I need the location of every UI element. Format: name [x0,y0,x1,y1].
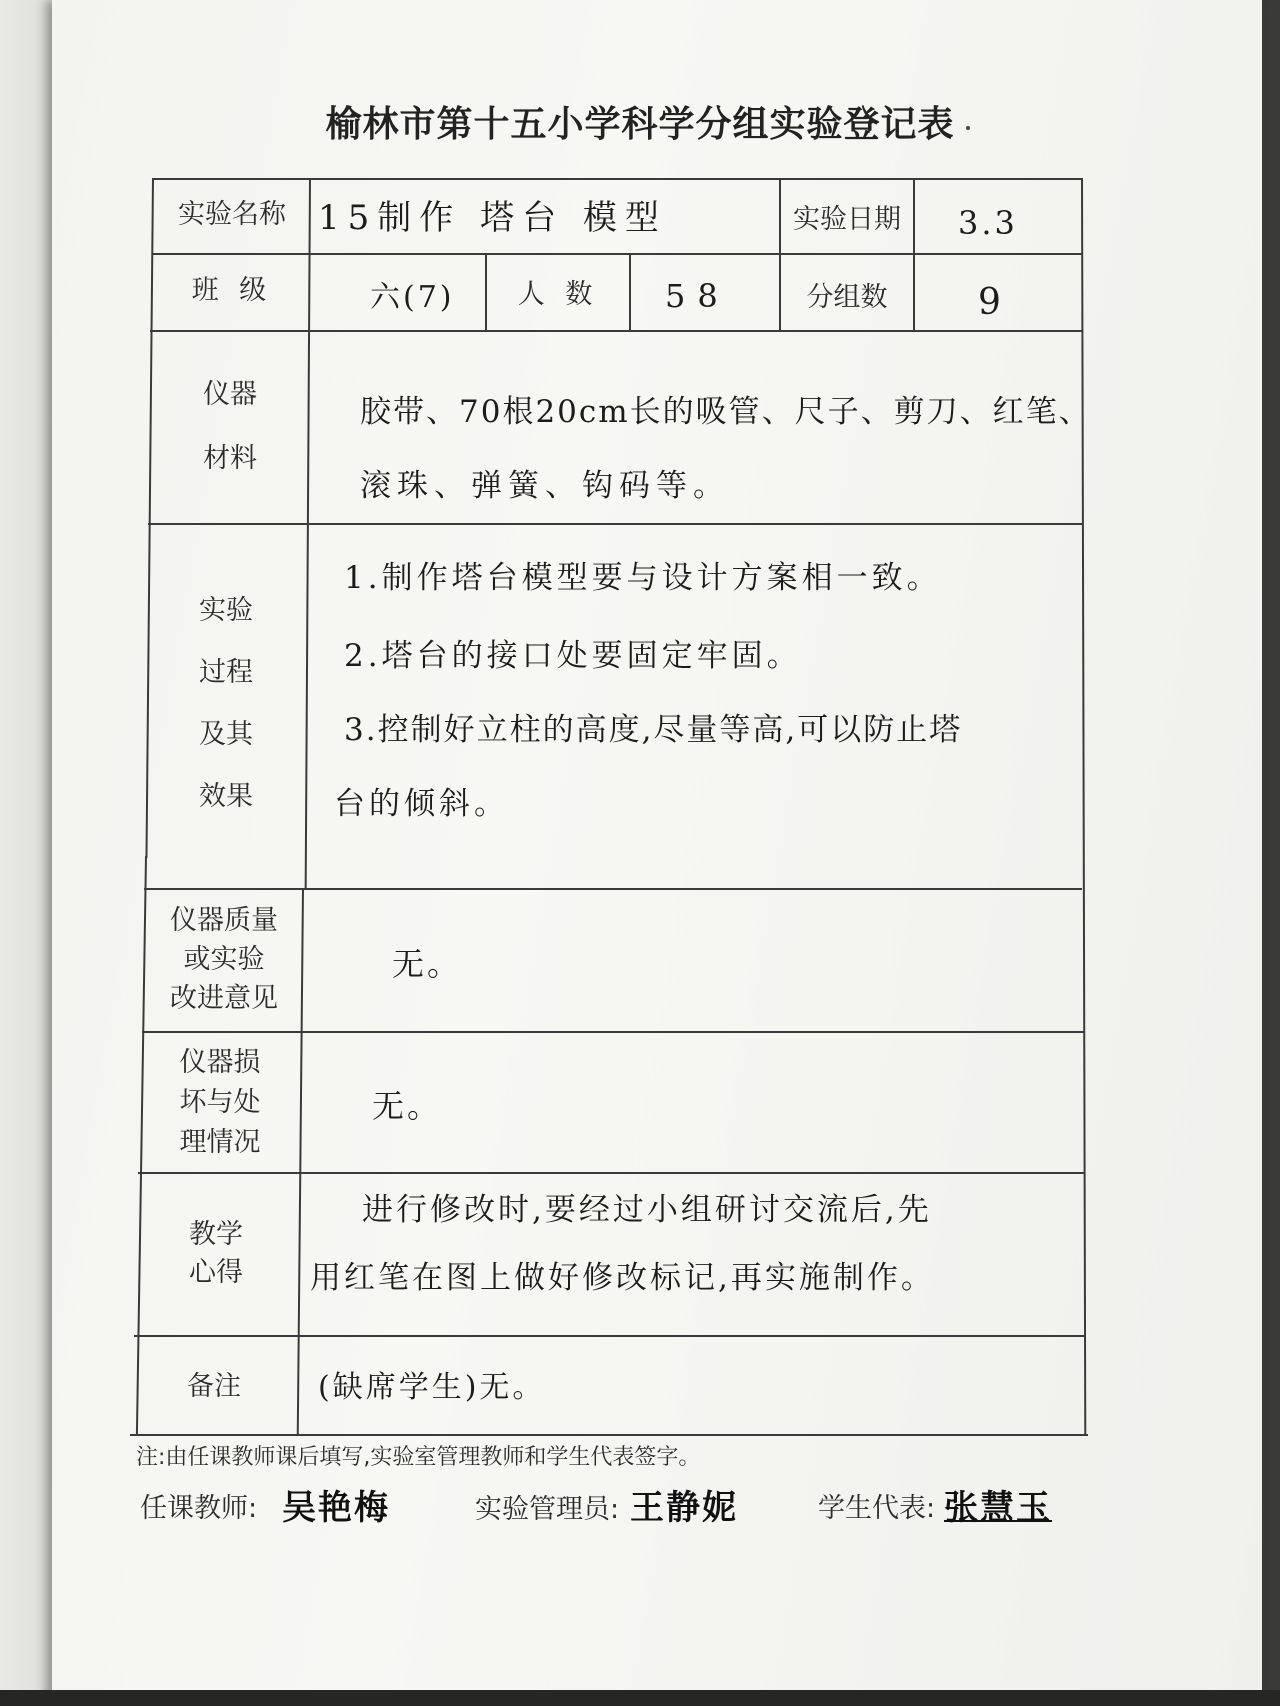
row-line [148,523,1082,525]
damage-label-line-2: 坏与处 [179,1087,261,1118]
bottom-shadow [0,1690,1280,1706]
remarks-label: 备注 [187,1371,241,1402]
equipment-label-line-1: 仪器 [203,379,257,410]
form-title: 榆林市第十五小学科学分组实验登记表 [325,104,955,145]
process-value-line-2[interactable]: 2.塔台的接口处要固定牢固。 [344,638,802,674]
row-line [138,1172,1084,1174]
student-signature[interactable]: 张慧玉 [944,1488,1052,1528]
admin-signature[interactable]: 王静妮 [630,1488,738,1528]
experiment-date-label: 实验日期 [793,204,901,235]
process-label-line-1: 实验 [199,595,253,626]
people-label-left [485,253,487,330]
teaching-value-line-1[interactable]: 进行修改时,要经过小组研讨交流后,先 [362,1192,932,1228]
equipment-value-line-1[interactable]: 胶带、70根20cm长的吸管、尺子、剪刀、红笔、 [360,394,1092,430]
quality-label-line-3: 改进意见 [170,983,278,1014]
adjacent-page-edge [0,0,60,1706]
teaching-label-line-1: 教学 [189,1219,243,1250]
process-value-line-1[interactable]: 1.制作塔台模型要与设计方案相一致。 [344,560,942,596]
date-value-left [913,178,915,330]
quality-label-line-2: 或实验 [183,944,265,975]
student-signature-label: 学生代表: [818,1493,936,1524]
equipment-label-line-2: 材料 [203,443,257,474]
remarks-value[interactable]: (缺席学生)无。 [318,1370,546,1405]
damage-label-line-1: 仪器损 [179,1047,261,1078]
damage-value[interactable]: 无。 [372,1087,443,1125]
people-count-label: 人 数 [517,279,599,310]
people-count-value[interactable]: 58 [665,277,730,315]
equipment-value-line-2[interactable]: 滚珠、弹簧、钩码等。 [360,468,730,504]
process-value-line-3[interactable]: 3.控制好立柱的高度,尽量等高,可以防止塔 [344,712,963,748]
experiment-name-value[interactable]: 15制作 塔台 模型 [318,198,667,238]
row-line [142,1031,1084,1033]
footnote: 注:由任课教师课后填写,实验室管理教师和学生代表签字。 [136,1445,701,1470]
row-line [150,330,1082,332]
row-line [144,888,1082,890]
process-value-line-4[interactable]: 台的倾斜。 [334,786,509,822]
experiment-name-label: 实验名称 [178,199,286,230]
process-label-line-4: 效果 [199,781,253,812]
admin-signature-label: 实验管理员: [475,1494,620,1525]
date-label-left [779,178,781,330]
class-label: 班 级 [191,275,273,306]
damage-label-line-3: 理情况 [179,1127,261,1158]
row-line [130,1434,1088,1436]
title-mark [966,126,970,130]
row-line [134,1335,1086,1337]
teaching-label-line-2: 心得 [189,1257,243,1288]
experiment-date-value[interactable]: 3.3 [958,204,1018,242]
teacher-signature[interactable]: 吴艳梅 [282,1488,390,1528]
row-line [154,178,1082,180]
group-count-value[interactable]: 9 [978,282,1004,323]
class-value[interactable]: 六(7) [370,280,455,315]
teaching-value-line-2[interactable]: 用红笔在图上做好修改标记,再实施制作。 [310,1260,935,1296]
process-label-line-2: 过程 [199,657,253,688]
people-value-left [629,253,631,330]
quality-value[interactable]: 无。 [392,945,463,983]
quality-label-line-1: 仪器质量 [170,905,278,936]
process-label-line-3: 及其 [199,719,253,750]
row-line [152,253,1082,255]
group-count-label: 分组数 [806,282,888,313]
teacher-signature-label: 任课教师: [140,1493,258,1524]
